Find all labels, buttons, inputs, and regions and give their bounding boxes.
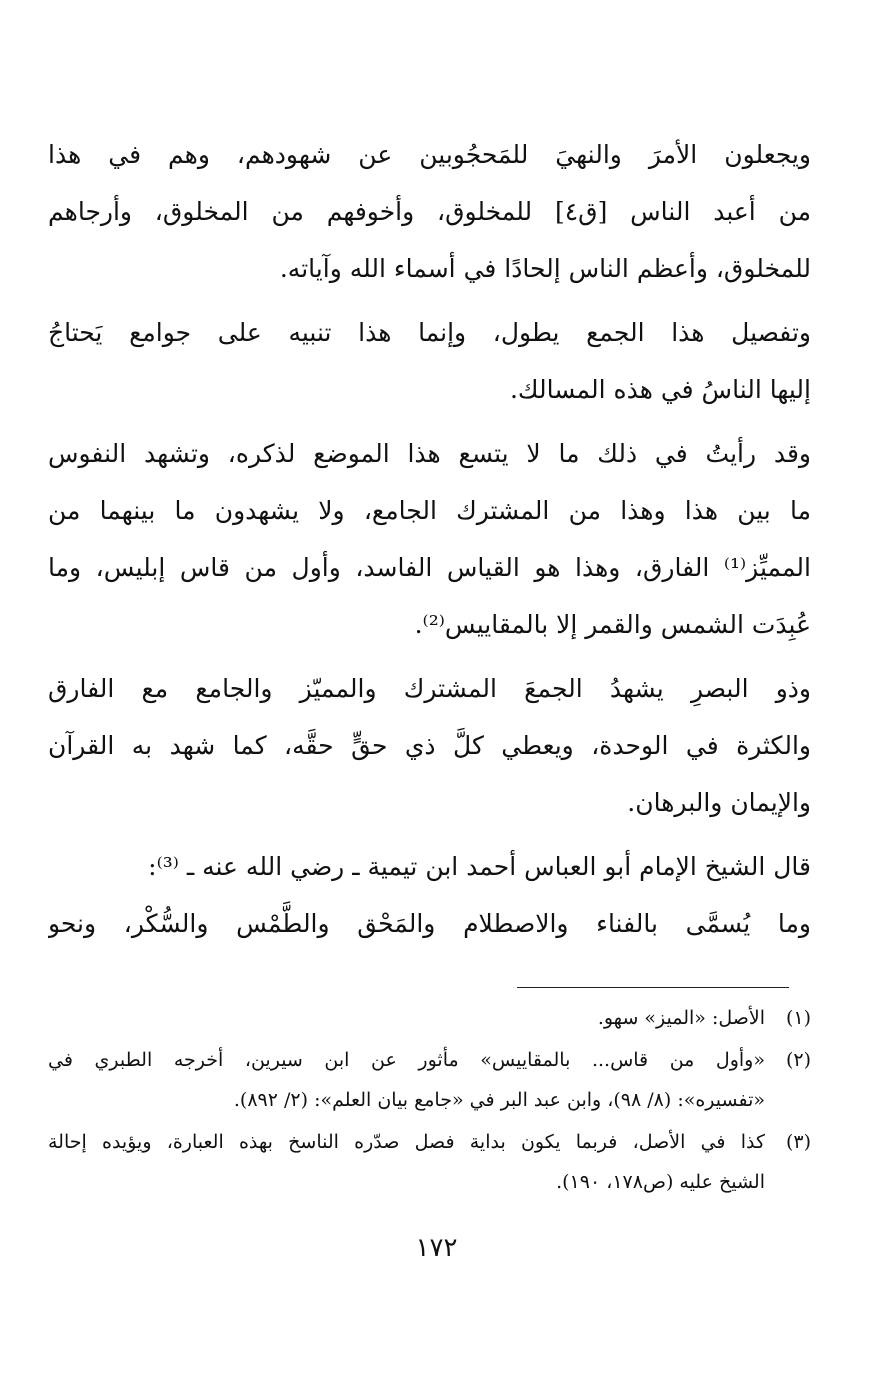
footnote-separator <box>517 987 789 988</box>
paragraph <box>48 895 811 952</box>
footnote-line: الأصل: «الميز» سهو. <box>597 1007 765 1029</box>
footnote <box>48 1122 811 1202</box>
footnote-line: كذا في الأصل، فربما يكون بداية فصل صدّره الناسخ بهذه العبارة، ويؤيده إحالة <box>48 1131 765 1153</box>
text-line: قال الشيخ الإمام أبو العباس أحمد ابن تيمية ـ رضي الله عنه ـ ⁽³⁾: <box>148 852 811 881</box>
text-line: من أعبد الناس [ق٤] للمخلوق، وأخوفهم من المخلوق، وأرجاهم <box>48 197 811 226</box>
text-line: ويجعلون الأمرَ والنهيَ للمَحجُوبين عن شهودهم، وهم في هذا <box>48 140 811 169</box>
paragraph <box>48 304 811 418</box>
footnote-number: (١) <box>785 1007 811 1029</box>
text-line: عُبِدَت الشمس والقمر إلا بالمقاييس⁽²⁾. <box>414 610 811 639</box>
text-line: المميِّز⁽¹⁾ الفارق، وهذا هو القياس الفاسد، وأول من قاس إبليس، وما <box>48 553 811 582</box>
text-line: والكثرة في الوحدة، ويعطي كلَّ ذي حقٍّ حقَّه، كما شهد به القرآن <box>48 731 811 760</box>
paragraph <box>48 838 811 895</box>
text-line: وقد رأيتُ في ذلك ما لا يتسع هذا الموضع لذكره، وتشهد النفوس <box>48 439 811 468</box>
text-line: وذو البصرِ يشهدُ الجمعَ المشترك والمميّز والجامع مع الفارق <box>48 674 811 703</box>
text-line: وما يُسمَّى بالفناء والاصطلام والمَحْق والطَّمْس والسُّكْر، ونحو <box>48 909 811 938</box>
text-line: ما بين هذا وهذا من المشترك الجامع، ولا يشهدون ما بينهما من <box>48 496 811 525</box>
text-line: وتفصيل هذا الجمع يطول، وإنما هذا تنبيه على جوامع يَحتاجُ <box>48 318 811 347</box>
footnote-line: الشيخ عليه (ص١٧٨، ١٩٠). <box>556 1171 765 1193</box>
footnote-line: «تفسيره»: (٨/ ٩٨)، وابن عبد البر في «جامع بيان العلم»: (٢/ ٨٩٢). <box>233 1089 765 1111</box>
paragraph <box>48 126 811 297</box>
page-number: ١٧٢ <box>415 1233 458 1263</box>
paragraph <box>48 425 811 653</box>
text-line: للمخلوق، وأعظم الناس إلحادًا في أسماء الله وآياته. <box>279 254 811 283</box>
footnote-number: (٣) <box>785 1131 811 1153</box>
footnotes <box>48 998 811 1204</box>
footnote <box>48 998 811 1038</box>
text-line: إليها الناسُ في هذه المسالك. <box>509 375 811 404</box>
main-text <box>48 126 811 952</box>
footnote <box>48 1040 811 1120</box>
paragraph <box>48 660 811 831</box>
footnote-line: «وأول من قاس... بالمقاييس» مأثور عن ابن سيرين، أخرجه الطبري في <box>48 1049 765 1071</box>
footnote-number: (٢) <box>785 1049 811 1071</box>
text-line: والإيمان والبرهان. <box>627 788 811 817</box>
